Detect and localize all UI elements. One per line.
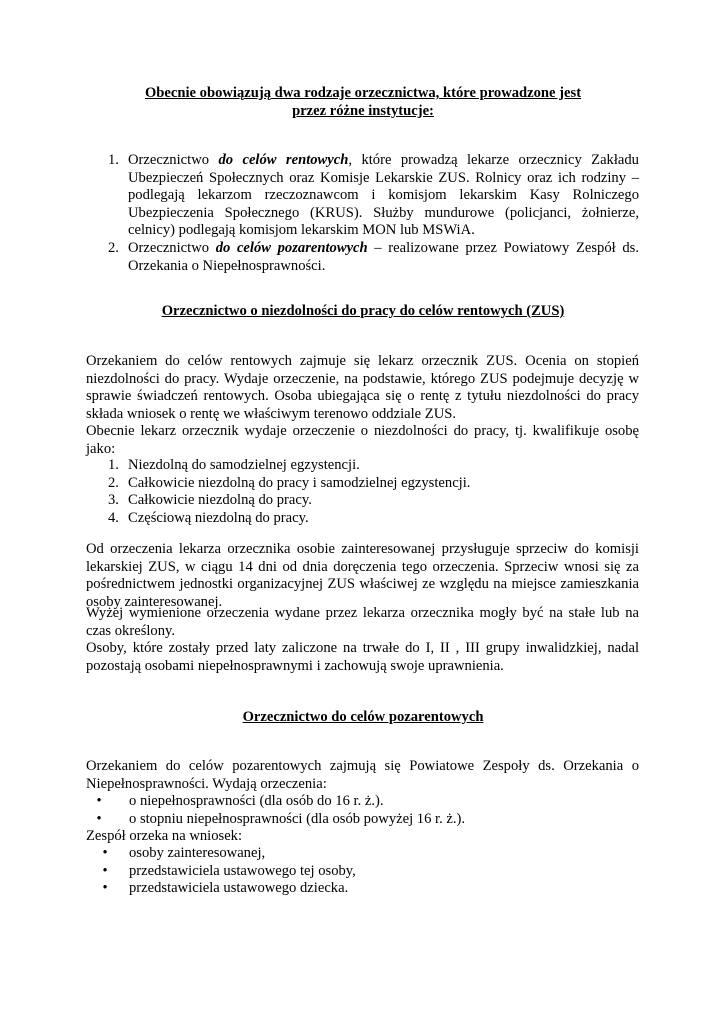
zus-paragraph-4: Wyżej wymienione orzeczenia wydane przez lekarza orzecznika mogły być na stałe lub na czas określony. bbox=[86, 605, 639, 639]
list-item bbox=[86, 457, 639, 475]
bullet-icon: • bbox=[96, 793, 102, 809]
list-item bbox=[86, 880, 639, 898]
section-heading-zus: Orzecznictwo o niezdolności do pracy do celów rentowych (ZUS) bbox=[161, 303, 565, 319]
list-item bbox=[86, 475, 639, 493]
list-item-text: osoby zainteresowanej, bbox=[129, 845, 266, 861]
item-text-after: – realizowane przez Powiatowy Zespół ds. Orzekania o Niepełnosprawności. bbox=[128, 239, 639, 274]
list-item bbox=[86, 492, 639, 510]
intro-list-item bbox=[86, 152, 639, 240]
item-text-after: , które prowadzą lekarze orzecznicy Zakładu Ubezpieczeń Społecznych oraz Komisje Lekarskie ZUS. Rolnicy oraz ich rodziny – podlegają lekarzom rzeczoznawcom i komisjom lekarskim Kasy Rolniczego Ubezpieczenia Społecznego (KRUS). Służby mundurowe (policjanci, żołnierze, celnicy) podlegają komisjom lekarskim MON lub MSWiA. bbox=[128, 152, 639, 239]
list-number: 1. bbox=[108, 457, 119, 473]
item-emphasis: do celów pozarentowych bbox=[215, 239, 368, 256]
list-item bbox=[86, 863, 639, 881]
list-number: 2. bbox=[108, 239, 119, 256]
main-heading-line-2: przez różne instytucje: bbox=[292, 102, 434, 119]
zus-paragraph-1: Orzekaniem do celów rentowych zajmuje się lekarz orzecznik ZUS. Ocenia on stopień niezdolności do pracy. Wydaje orzeczenie, na podstawie, którego ZUS podejmuje decyzję w sprawie świadczeń rentowych. Osoba ubiegająca się o rentę z tytułu niezdolności do pracy składa wniosek o rentę we właściwym terenowo oddziale ZUS. bbox=[86, 353, 639, 422]
applicants-list bbox=[86, 845, 639, 898]
list-item-text: Całkowicie niezdolną do pracy i samodzielnej egzystencji. bbox=[128, 474, 471, 491]
list-item-text: o niepełnosprawności (dla osób do 16 r. ż.). bbox=[129, 793, 384, 809]
pozarentowe-paragraph-1: Orzekaniem do celów pozarentowych zajmują się Powiatowe Zespoły ds. Orzekania o Niepełnosprawności. Wydają orzeczenia: bbox=[86, 758, 639, 792]
zus-paragraph-5: Osoby, które zostały przed laty zaliczone na trwałe do I, II , III grupy inwalidzkiej, nadal pozostają osobami niepełnosprawnymi i zachowują swoje uprawnienia. bbox=[86, 640, 639, 674]
pozarentowe-paragraph-2: Zespół orzeka na wniosek: bbox=[86, 828, 243, 844]
list-item-text: Niezdolną do samodzielnej egzystencji. bbox=[128, 457, 360, 473]
list-item bbox=[86, 811, 639, 829]
bullet-icon: • bbox=[96, 810, 102, 827]
bullet-icon: • bbox=[102, 845, 108, 861]
intro-list-item bbox=[86, 240, 639, 275]
section-heading-pozarentowe: Orzecznictwo do celów pozarentowych bbox=[242, 709, 484, 725]
certificate-types-list bbox=[86, 793, 639, 828]
list-number: 3. bbox=[108, 492, 119, 509]
list-item-text: przedstawiciela ustawowego tej osoby, bbox=[129, 862, 356, 879]
intro-list bbox=[86, 152, 639, 275]
list-number: 1. bbox=[108, 152, 119, 168]
list-item-text: Całkowicie niezdolną do pracy. bbox=[128, 492, 312, 509]
list-item bbox=[86, 793, 639, 811]
item-text-before: Orzecznictwo bbox=[128, 152, 219, 168]
list-number: 2. bbox=[108, 474, 119, 491]
bullet-icon: • bbox=[102, 862, 108, 879]
item-text-before: Orzecznictwo bbox=[128, 239, 216, 256]
list-item-text: o stopniu niepełnosprawności (dla osób powyżej 16 r. ż.). bbox=[129, 810, 465, 827]
list-item-text: Częściową niezdolną do pracy. bbox=[128, 509, 309, 526]
zus-paragraph-3: Od orzeczenia lekarza orzecznika osobie zainteresowanej przysługuje sprzeciw do komisji lekarskiej ZUS, w ciągu 14 dni od dnia doręczenia tego orzeczenia. Sprzeciw wnosi się za pośrednictwem jednostki organizacyjnej ZUS właściwej ze względu na miejsce zamieszkania osoby zainteresowanej. bbox=[86, 541, 639, 610]
incapacity-levels-list bbox=[86, 457, 639, 527]
item-emphasis: do celów rentowych bbox=[218, 152, 349, 168]
list-number: 4. bbox=[108, 509, 119, 526]
zus-paragraph-2: Obecnie lekarz orzecznik wydaje orzeczenie o niezdolności do pracy, tj. kwalifikuje osobę jako: bbox=[86, 423, 639, 457]
main-heading-line-1: Obecnie obowiązują dwa rodzaje orzecznictwa, które prowadzone jest bbox=[144, 85, 582, 101]
bullet-icon: • bbox=[102, 880, 108, 897]
list-item bbox=[86, 510, 639, 528]
list-item-text: przedstawiciela ustawowego dziecka. bbox=[129, 880, 349, 897]
main-heading bbox=[86, 85, 640, 120]
list-item bbox=[86, 845, 639, 863]
